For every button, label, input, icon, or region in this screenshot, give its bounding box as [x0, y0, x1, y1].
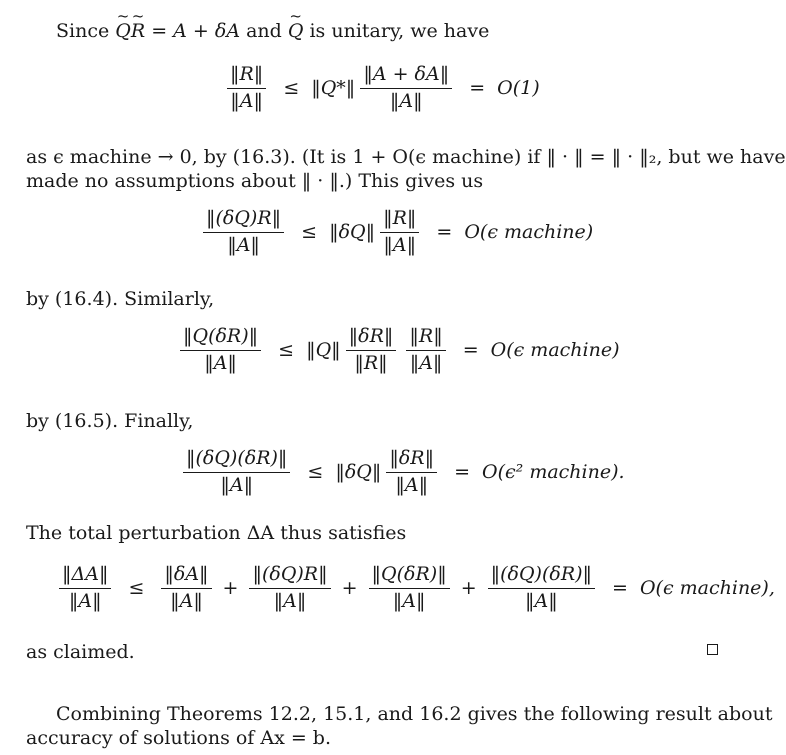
eq4-lhs-fraction: $\frac{‖(\delta Q)(\delta R)‖}{‖A‖}$: [183, 448, 290, 497]
eq5-lhs-fraction: $\frac{‖\Delta A‖}{‖A‖}$: [59, 564, 111, 613]
eq5-term-4: $\frac{‖(\delta Q)(\delta R)‖}{‖A‖}$: [488, 564, 595, 613]
equation-1: [222, 64, 540, 113]
qed-square-icon: [707, 644, 718, 655]
eq5-plus-3: +: [460, 577, 477, 600]
by-16-4: by (16.4). Similarly,: [26, 288, 215, 310]
closing-line-1: Combining Theorems 12.2, 15.1, and 16.2 gives the following result about: [56, 703, 773, 725]
eq4-relation: ≤: [307, 461, 324, 484]
eq1-equals: =: [469, 77, 486, 100]
eq5-plus-2: +: [341, 577, 358, 600]
intro-lead: Since: [56, 20, 116, 42]
eq2-equals: =: [436, 221, 453, 244]
intro-mid: and: [240, 20, 288, 42]
equation-4: [178, 448, 625, 497]
eq1-result: O(1): [497, 77, 540, 100]
eq2-relation: ≤: [301, 221, 318, 244]
eq5-term-2: $\frac{‖(\delta Q)R‖}{‖A‖}$: [249, 564, 330, 613]
by-16-5: by (16.5). Finally,: [26, 410, 194, 432]
equation-2: [198, 208, 593, 257]
equation-3: [175, 326, 620, 375]
eq3-fraction-2: $\frac{‖R‖}{‖A‖}$: [406, 326, 445, 375]
intro-sentence: [56, 20, 489, 42]
eq5-equals: =: [612, 577, 628, 600]
eq2-factor: ‖δQ‖: [329, 221, 376, 244]
eq4-result: O(ϵ² machine).: [482, 461, 625, 484]
eq1-relation: ≤: [283, 77, 300, 100]
as-claimed: as claimed.: [26, 641, 135, 663]
eq1-lhs-fraction: $\frac{‖R‖}{‖A‖}$: [227, 64, 266, 113]
equation-5: [54, 564, 775, 613]
eq3-equals: =: [462, 339, 479, 362]
para2-line1: as ϵ machine → 0, by (16.3). (It is 1 + O(ϵ machine) if ‖ · ‖ = ‖ · ‖₂, but we have: [26, 146, 786, 168]
eq5-plus-1: +: [222, 577, 239, 600]
eq4-equals: =: [454, 461, 471, 484]
eq2-fraction: $\frac{‖R‖}{‖A‖}$: [380, 208, 419, 257]
expr-q: ~ Q: [288, 20, 304, 42]
eq5-term-1: $\frac{‖\delta A‖}{‖A‖}$: [161, 564, 211, 613]
eq5-term-3: $\frac{‖Q(\delta R)‖}{‖A‖}$: [369, 564, 450, 613]
eq3-result: O(ϵ machine): [490, 339, 620, 362]
eq5-result: O(ϵ machine),: [639, 577, 775, 600]
eq3-lhs-fraction: $\frac{‖Q(\delta R)‖}{‖A‖}$: [180, 326, 261, 375]
eq5-relation: ≤: [128, 577, 145, 600]
eq4-fraction: $\frac{‖\delta R‖}{‖A‖}$: [386, 448, 437, 497]
eq1-fraction: $\frac{‖A + \delta A‖}{‖A‖}$: [360, 64, 452, 113]
eq2-lhs-fraction: $\frac{‖(\delta Q)R‖}{‖A‖}$: [203, 208, 284, 257]
eq3-relation: ≤: [278, 339, 295, 362]
eq2-result: O(ϵ machine): [464, 221, 594, 244]
eq3-factor: ‖Q‖: [306, 339, 341, 362]
para2-line2: made no assumptions about ‖ · ‖.) This gives us: [26, 170, 484, 192]
expr-qr: ~ Q~ R = A + δA: [115, 20, 240, 42]
closing-line-2: accuracy of solutions of Ax = b.: [26, 727, 332, 749]
eq3-fraction-1: $\frac{‖\delta R‖}{‖R‖}$: [346, 326, 397, 375]
intro-tail: is unitary, we have: [303, 20, 490, 42]
total-perturbation-line: The total perturbation ΔA thus satisfies: [26, 522, 407, 544]
eq1-factor: ‖Q*‖: [311, 77, 356, 100]
eq4-factor: ‖δQ‖: [335, 461, 382, 484]
